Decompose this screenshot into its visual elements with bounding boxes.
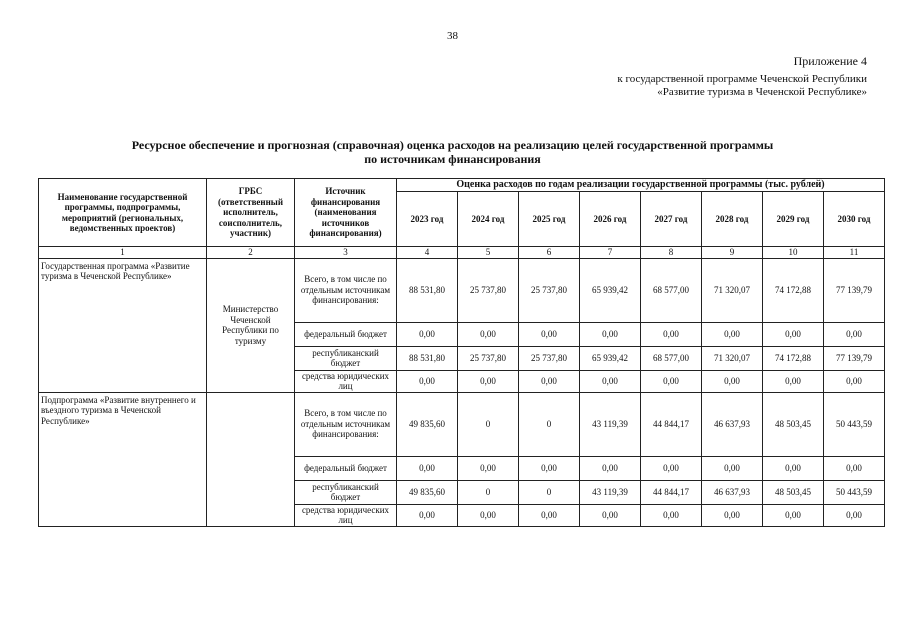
value-cell: 44 844,17 xyxy=(641,392,702,456)
value-cell: 0,00 xyxy=(458,456,519,480)
column-number-row xyxy=(39,247,885,259)
source-legal: средства юридических лиц xyxy=(295,370,397,392)
column-number: 5 xyxy=(458,247,519,259)
source-republic: республиканский бюджет xyxy=(295,346,397,370)
column-number: 1 xyxy=(39,247,207,259)
value-cell: 0,00 xyxy=(763,322,824,346)
value-cell: 65 939,42 xyxy=(580,258,641,322)
value-cell: 25 737,80 xyxy=(519,258,580,322)
column-number: 10 xyxy=(763,247,824,259)
value-cell: 0,00 xyxy=(824,322,885,346)
grbs-name: Министерство Чеченской Республики по туризму xyxy=(207,258,295,392)
source-total: Всего, в том числе по отдельным источникам финансирования: xyxy=(295,258,397,322)
subprogram-name: Подпрограмма «Развитие внутреннего и въездного туризма в Чеченской Республике» xyxy=(39,392,207,526)
value-cell: 46 637,93 xyxy=(702,392,763,456)
value-cell: 0,00 xyxy=(397,456,458,480)
value-cell: 0,00 xyxy=(702,504,763,526)
column-number: 4 xyxy=(397,247,458,259)
appendix-line-1: к государственной программе Чеченской Республики xyxy=(617,73,867,85)
column-number: 7 xyxy=(580,247,641,259)
source-total: Всего, в том числе по отдельным источникам финансирования: xyxy=(295,392,397,456)
value-cell: 50 443,59 xyxy=(824,480,885,504)
value-cell: 68 577,00 xyxy=(641,258,702,322)
value-cell: 0,00 xyxy=(641,504,702,526)
source-legal: средства юридических лиц xyxy=(295,504,397,526)
value-cell: 0,00 xyxy=(458,504,519,526)
value-cell: 0,00 xyxy=(458,370,519,392)
appendix-line-2: «Развитие туризма в Чеченской Республике» xyxy=(657,86,867,98)
column-number: 9 xyxy=(702,247,763,259)
header-estimate: Оценка расходов по годам реализации государственной программы (тыс. рублей) xyxy=(397,179,885,192)
value-cell: 0 xyxy=(519,480,580,504)
column-number: 8 xyxy=(641,247,702,259)
value-cell: 43 119,39 xyxy=(580,480,641,504)
value-cell: 0,00 xyxy=(519,370,580,392)
value-cell: 71 320,07 xyxy=(702,258,763,322)
value-cell: 0,00 xyxy=(397,370,458,392)
value-cell: 48 503,45 xyxy=(763,480,824,504)
document-title xyxy=(60,138,845,166)
value-cell: 77 139,79 xyxy=(824,258,885,322)
header-year: 2025 год xyxy=(519,192,580,247)
source-federal: федеральный бюджет xyxy=(295,456,397,480)
header-year: 2028 год xyxy=(702,192,763,247)
value-cell: 0 xyxy=(458,392,519,456)
value-cell: 0,00 xyxy=(519,504,580,526)
value-cell: 0,00 xyxy=(397,504,458,526)
value-cell: 49 835,60 xyxy=(397,392,458,456)
value-cell: 46 637,93 xyxy=(702,480,763,504)
value-cell: 49 835,60 xyxy=(397,480,458,504)
value-cell: 0,00 xyxy=(397,322,458,346)
value-cell: 0,00 xyxy=(824,504,885,526)
value-cell: 88 531,80 xyxy=(397,346,458,370)
header-year: 2030 год xyxy=(824,192,885,247)
value-cell: 0,00 xyxy=(580,370,641,392)
value-cell: 43 119,39 xyxy=(580,392,641,456)
header-year: 2027 год xyxy=(641,192,702,247)
grbs-name xyxy=(207,392,295,526)
value-cell: 0,00 xyxy=(824,456,885,480)
value-cell: 0,00 xyxy=(641,456,702,480)
value-cell: 74 172,88 xyxy=(763,258,824,322)
value-cell: 71 320,07 xyxy=(702,346,763,370)
value-cell: 0,00 xyxy=(763,370,824,392)
value-cell: 0,00 xyxy=(580,456,641,480)
value-cell: 0,00 xyxy=(763,504,824,526)
value-cell: 0,00 xyxy=(702,456,763,480)
value-cell: 0,00 xyxy=(580,322,641,346)
page-number: 38 xyxy=(447,30,458,42)
column-number: 3 xyxy=(295,247,397,259)
value-cell: 0,00 xyxy=(641,322,702,346)
value-cell: 65 939,42 xyxy=(580,346,641,370)
column-number: 6 xyxy=(519,247,580,259)
value-cell: 25 737,80 xyxy=(458,346,519,370)
budget-table xyxy=(38,178,885,527)
value-cell: 0,00 xyxy=(458,322,519,346)
value-cell: 0,00 xyxy=(824,370,885,392)
program-name: Государственная программа «Развитие туризма в Чеченской Республике» xyxy=(39,258,207,392)
column-number: 11 xyxy=(824,247,885,259)
header-year: 2026 год xyxy=(580,192,641,247)
table-row xyxy=(39,258,885,322)
document-title-line-2: по источникам финансирования xyxy=(364,152,541,166)
appendix-block xyxy=(617,55,867,99)
source-federal: федеральный бюджет xyxy=(295,322,397,346)
value-cell: 68 577,00 xyxy=(641,346,702,370)
document-title-line-1: Ресурсное обеспечение и прогнозная (справочная) оценка расходов на реализацию целей государственной программы xyxy=(131,138,774,152)
value-cell: 0,00 xyxy=(580,504,641,526)
value-cell: 25 737,80 xyxy=(519,346,580,370)
value-cell: 0 xyxy=(458,480,519,504)
value-cell: 0,00 xyxy=(519,322,580,346)
value-cell: 77 139,79 xyxy=(824,346,885,370)
value-cell: 0,00 xyxy=(702,370,763,392)
header-name: Наименование государственной программы, подпрограммы, мероприятий (региональных, ведомственных проектов) xyxy=(39,179,207,247)
source-republic: республиканский бюджет xyxy=(295,480,397,504)
value-cell: 0,00 xyxy=(519,456,580,480)
header-year: 2029 год xyxy=(763,192,824,247)
header-source: Источник финансирования (наименования источников финансирования) xyxy=(295,179,397,247)
value-cell: 0,00 xyxy=(702,322,763,346)
value-cell: 74 172,88 xyxy=(763,346,824,370)
header-row-1 xyxy=(39,179,885,192)
header-year: 2024 год xyxy=(458,192,519,247)
value-cell: 0,00 xyxy=(641,370,702,392)
value-cell: 48 503,45 xyxy=(763,392,824,456)
appendix-title: Приложение 4 xyxy=(793,54,867,68)
value-cell: 0 xyxy=(519,392,580,456)
value-cell: 44 844,17 xyxy=(641,480,702,504)
value-cell: 25 737,80 xyxy=(458,258,519,322)
value-cell: 0,00 xyxy=(763,456,824,480)
value-cell: 88 531,80 xyxy=(397,258,458,322)
table-row xyxy=(39,392,885,456)
header-grbs: ГРБС (ответственный исполнитель, соисполнитель, участник) xyxy=(207,179,295,247)
value-cell: 50 443,59 xyxy=(824,392,885,456)
header-year: 2023 год xyxy=(397,192,458,247)
column-number: 2 xyxy=(207,247,295,259)
